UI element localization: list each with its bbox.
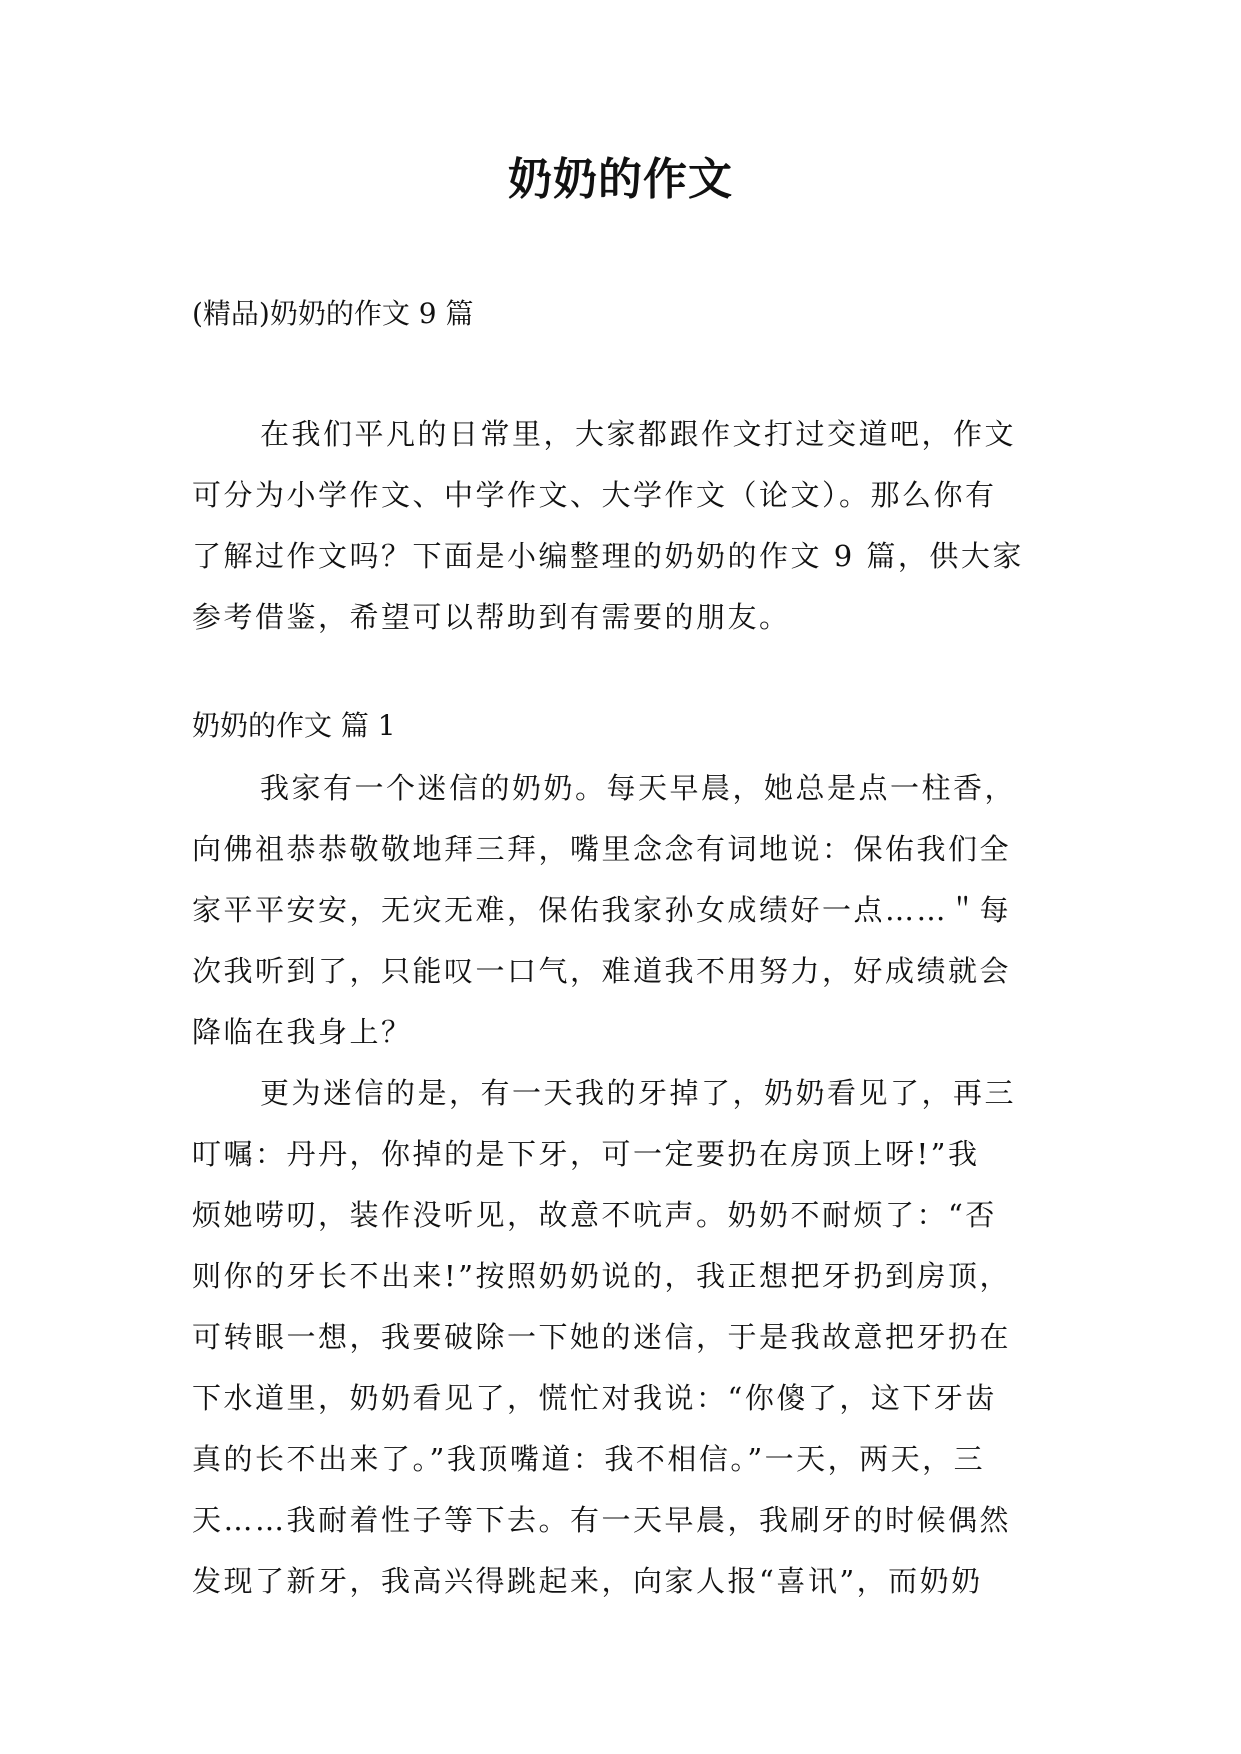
paragraph-line: 可转眼一想，我要破除一下她的迷信，于是我故意把牙扔在: [192, 1320, 1012, 1354]
paragraph-line: 向佛祖恭恭敬敬地拜三拜，嘴里念念有词地说：保佑我们全: [192, 832, 1012, 866]
intro-line: 在我们平凡的日常里，大家都跟作文打过交道吧，作文: [260, 417, 1017, 451]
essay-section-1: [192, 700, 1062, 1612]
paragraph-line: 家平平安安，无灾无难，保佑我家孙女成绩好一点……＂每: [192, 893, 1012, 927]
intro-paragraph: [192, 404, 1052, 648]
paragraph-line: 更为迷信的是，有一天我的牙掉了，奶奶看见了，再三: [260, 1076, 1017, 1110]
paragraph-line: 则你的牙长不出来!”按照奶奶说的，我正想把牙扔到房顶，: [192, 1259, 1011, 1293]
intro-line: 了解过作文吗？下面是小编整理的奶奶的作文 9 篇，供大家: [192, 539, 1024, 573]
intro-line: 参考借鉴，希望可以帮助到有需要的朋友。: [192, 600, 791, 634]
paragraph-2: [192, 1063, 1062, 1612]
paragraph-line: 下水道里，奶奶看见了，慌忙对我说：“你傻了，这下牙齿: [192, 1381, 997, 1415]
paragraph-line: 次我听到了，只能叹一口气，难道我不用努力，好成绩就会: [192, 954, 1012, 988]
intro-line: 可分为小学作文、中学作文、大学作文（论文）。那么你有: [192, 478, 997, 512]
paragraph-line: 烦她唠叨，装作没听见，故意不吭声。奶奶不耐烦了：“否: [192, 1198, 997, 1232]
paragraph-line: 天……我耐着性子等下去。有一天早晨，我刷牙的时候偶然: [192, 1503, 1012, 1537]
paragraph-line: 我家有一个迷信的奶奶。每天早晨，她总是点一柱香，: [260, 771, 1017, 805]
paragraph-line: 叮嘱：丹丹，你掉的是下牙，可一定要扔在房顶上呀!”我: [192, 1137, 980, 1171]
section-heading: 奶奶的作文 篇 1: [192, 709, 396, 742]
document-subtitle: (精品)奶奶的作文 9 篇: [192, 297, 474, 330]
document-title: 奶奶的作文: [508, 154, 733, 205]
paragraph-1: [192, 758, 1062, 1063]
paragraph-line: 发现了新牙，我高兴得跳起来，向家人报“喜讯”，而奶奶: [192, 1564, 983, 1598]
paragraph-line: 降临在我身上？: [192, 1015, 413, 1049]
paragraph-line: 真的长不出来了。”我顶嘴道：我不相信。”一天，两天，三: [192, 1442, 986, 1476]
